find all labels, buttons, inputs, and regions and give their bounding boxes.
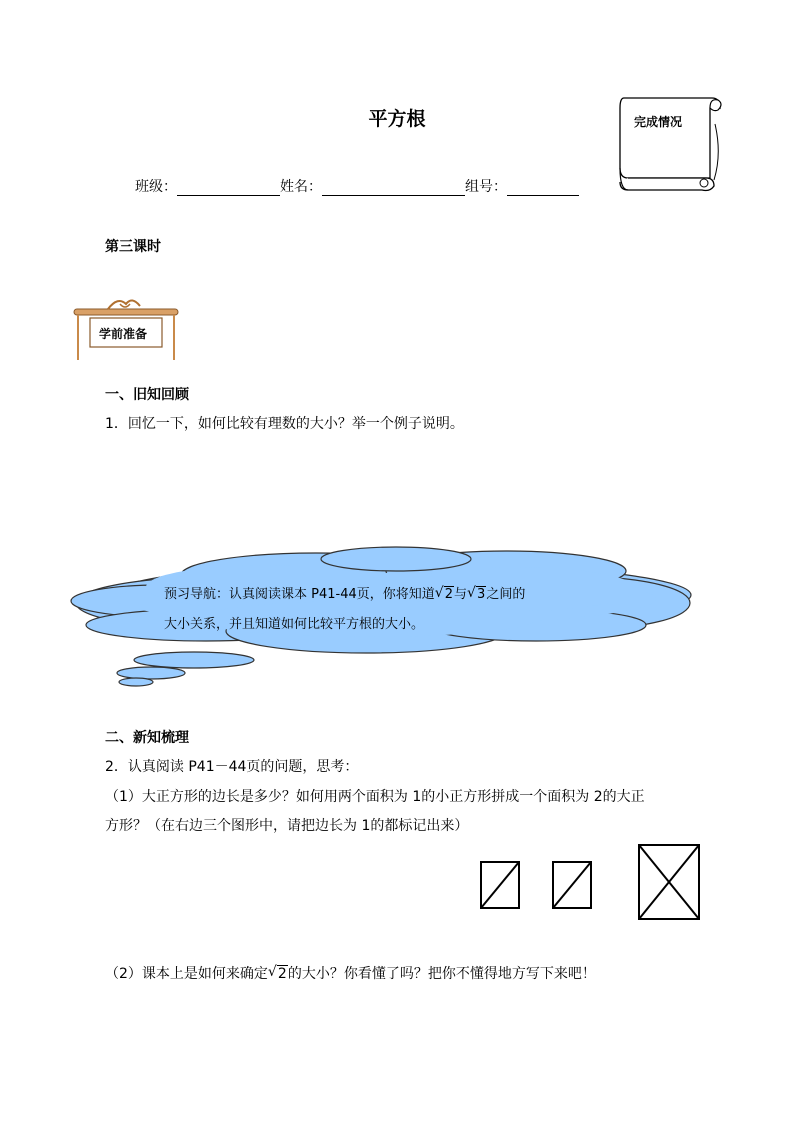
- square-figures: [478, 842, 704, 924]
- name-label: 姓名：: [280, 179, 322, 195]
- cloud-line-1-text: 预习导航：认真阅读课本 P41-44页，你将知道: [164, 587, 435, 602]
- cloud-line-2: 大小关系，并且知道如何比较平方根的大小。: [164, 617, 425, 632]
- cloud-line-1: [164, 583, 525, 602]
- question-2-1-line-1: （1）大正方形的边长是多少？如何用两个面积为 1的小正方形拼成一个面积为 2的大正: [105, 789, 645, 805]
- prep-sign-label: 学前准备: [99, 327, 148, 341]
- cloud-between-text: 之间的: [486, 587, 526, 602]
- page-title: 平方根: [368, 108, 426, 130]
- completion-label: 完成情况: [634, 115, 683, 129]
- question-2-2: [105, 963, 596, 983]
- name-field[interactable]: [322, 179, 465, 196]
- section1-heading: 一、旧知回顾: [105, 387, 189, 403]
- cloud-and-text: 与: [454, 587, 468, 602]
- group-field[interactable]: [507, 179, 579, 196]
- class-field[interactable]: [177, 179, 280, 196]
- class-label: 班级：: [135, 179, 177, 195]
- section2-heading: 二、新知梳理: [105, 730, 189, 746]
- sqrt-2-question: √ 2: [267, 964, 287, 982]
- question-1: 1．回忆一下，如何比较有理数的大小？举一个例子说明。: [105, 416, 464, 432]
- sqrt-2: √ 2: [434, 585, 454, 602]
- sqrt-3: √ 3: [467, 585, 486, 602]
- question-2-2-post: 的大小？你看懂了吗？把你不懂得地方写下来吧！: [287, 966, 596, 982]
- completion-scroll-box: [610, 94, 725, 194]
- question-2-1-line-2: 方形？（在右边三个图形中，请把边长为 1的都标记出来）: [105, 818, 469, 834]
- student-info-line: [135, 176, 579, 196]
- group-label: 组号：: [465, 179, 507, 195]
- lesson-label: 第三课时: [105, 239, 161, 255]
- question-2-2-pre: （2）课本上是如何来确定: [105, 966, 268, 982]
- question-2: 2．认真阅读 P41－44页的问题，思考：: [105, 759, 359, 775]
